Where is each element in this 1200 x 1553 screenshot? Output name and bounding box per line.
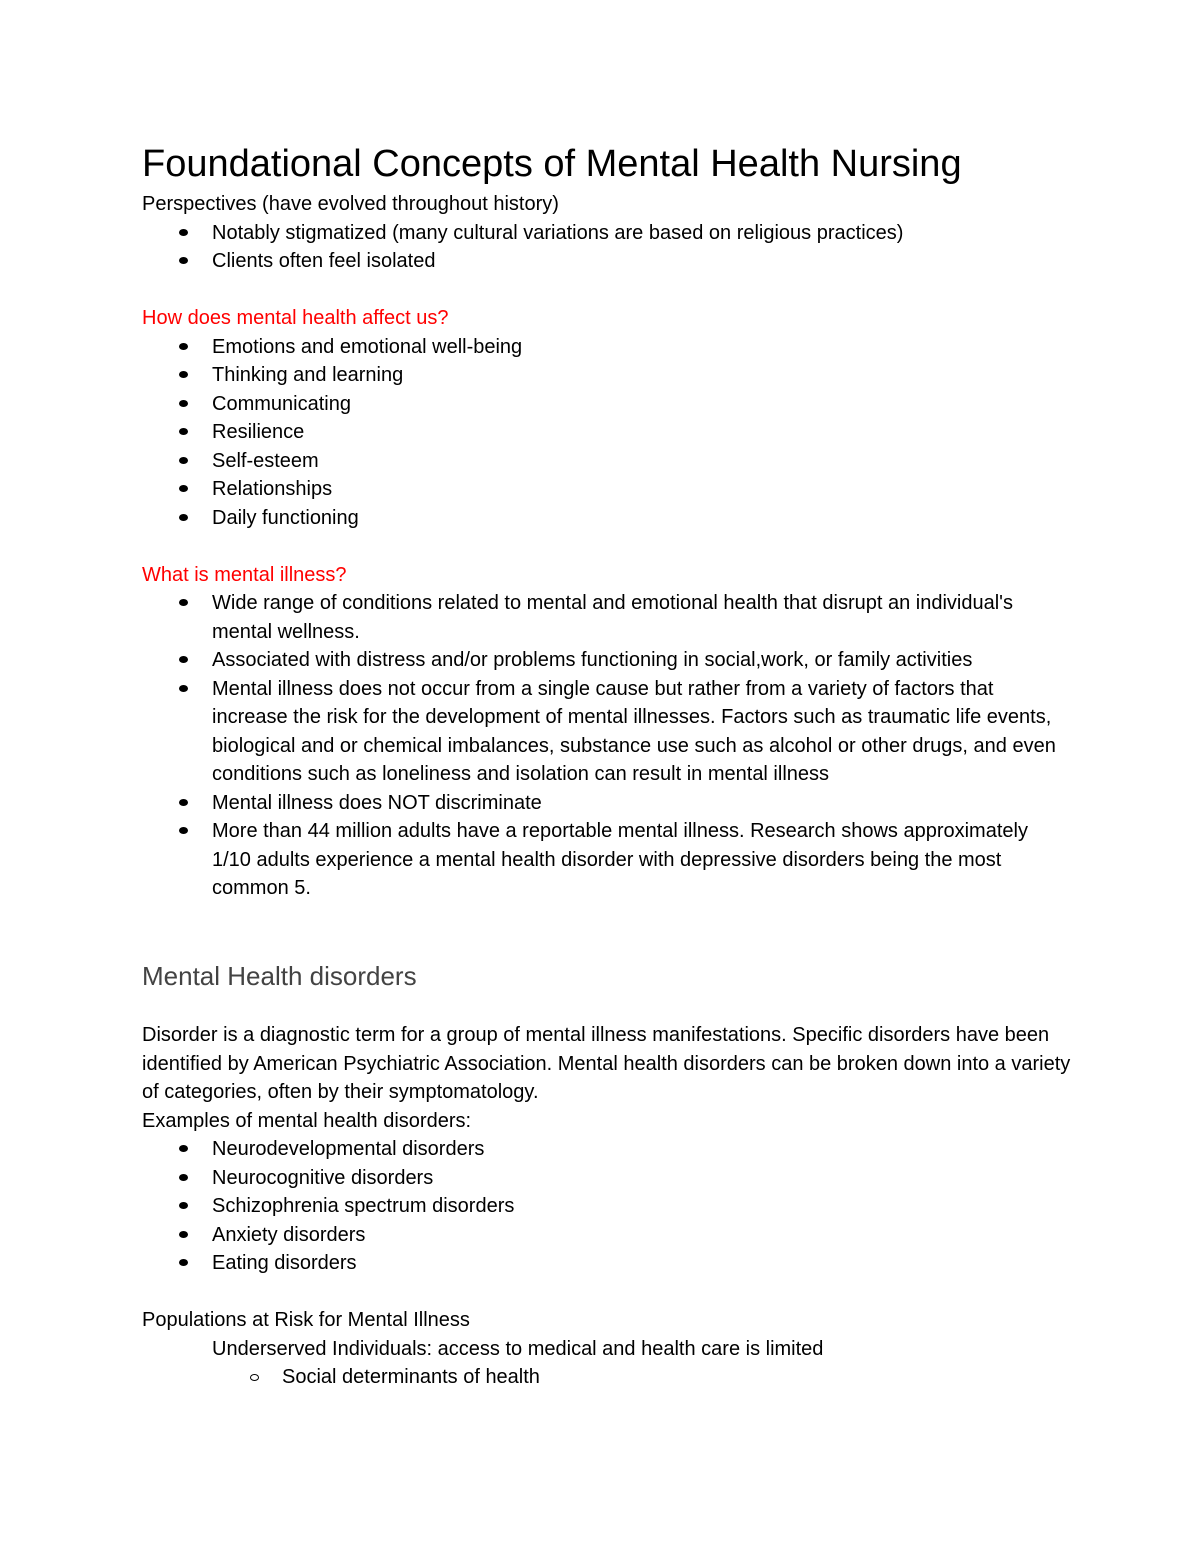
populations-sub-heading: Underserved Individuals: access to medical and health care is limited — [212, 1337, 824, 1360]
document-page — [142, 140, 1072, 1392]
list-item: Clients often feel isolated — [212, 247, 1072, 276]
list-item: Schizophrenia spectrum disorders — [212, 1192, 1072, 1221]
list-item: Wide range of conditions related to mental and emotional health that disrupt an individual's mental wellness. — [212, 589, 1072, 646]
bullet-icon — [179, 371, 188, 378]
bullet-icon — [179, 1145, 188, 1152]
disorders-paragraph: Disorder is a diagnostic term for a group of mental illness manifestations. Specific disorders have been identified by American Psychiatric Association. Mental health disorders can be broken down into a variety of categories, often by their symptomatology. — [142, 1024, 1071, 1103]
bullet-icon — [179, 514, 188, 521]
list-item: Social determinants of health — [282, 1363, 1072, 1392]
disorders-examples-label: Examples of mental health disorders: — [142, 1109, 472, 1132]
list-item: Anxiety disorders — [212, 1221, 1072, 1250]
bullet-icon — [179, 685, 188, 692]
document-title: Foundational Concepts of Mental Health Nursing — [142, 143, 962, 185]
illness-heading: What is mental illness? — [142, 563, 347, 586]
list-item: Thinking and learning — [212, 361, 1072, 390]
bullet-icon — [179, 1174, 188, 1181]
list-item: Emotions and emotional well-being — [212, 333, 1072, 362]
hollow-bullet-icon — [250, 1374, 259, 1381]
bullet-icon — [179, 229, 188, 236]
bullet-icon — [179, 799, 188, 806]
disorders-heading: Mental Health disorders — [142, 960, 417, 991]
list-item: Mental illness does not occur from a single cause but rather from a variety of factors that increase the risk for the development of mental illnesses. Factors such as traumatic life events, biological and or chemical imbalances, substance use such as alcohol or other drugs, and even conditions such as loneliness and isolation can result in mental illness — [212, 675, 1072, 789]
illness-list — [142, 589, 1072, 903]
list-item: Notably stigmatized (many cultural variations are based on religious practices) — [212, 219, 1072, 248]
perspectives-heading: Perspectives (have evolved throughout history) — [142, 193, 559, 215]
list-item: Neurocognitive disorders — [212, 1164, 1072, 1193]
list-item: Associated with distress and/or problems functioning in social,work, or family activities — [212, 646, 1072, 675]
list-item: Resilience — [212, 418, 1072, 447]
bullet-icon — [179, 599, 188, 606]
bullet-icon — [179, 656, 188, 663]
bullet-icon — [179, 457, 188, 464]
bullet-icon — [179, 827, 188, 834]
bullet-icon — [179, 428, 188, 435]
populations-sub-list — [142, 1363, 1072, 1392]
bullet-icon — [179, 1259, 188, 1266]
list-item: Mental illness does NOT discriminate — [212, 789, 1072, 818]
affect-heading: How does mental health affect us? — [142, 307, 449, 329]
list-item: Neurodevelopmental disorders — [212, 1135, 1072, 1164]
bullet-icon — [179, 485, 188, 492]
affect-list — [142, 333, 1072, 533]
list-item: More than 44 million adults have a reportable mental illness. Research shows approximately 1/10 adults experience a mental health disorder with depressive disorders being the most common 5. — [212, 817, 1072, 903]
list-item: Daily functioning — [212, 504, 1072, 533]
bullet-icon — [179, 257, 188, 264]
list-item: Relationships — [212, 475, 1072, 504]
disorders-list — [142, 1135, 1072, 1278]
list-item: Communicating — [212, 390, 1072, 419]
list-item: Eating disorders — [212, 1249, 1072, 1278]
perspectives-list — [142, 219, 1072, 276]
bullet-icon — [179, 400, 188, 407]
bullet-icon — [179, 343, 188, 350]
bullet-icon — [179, 1231, 188, 1238]
populations-heading: Populations at Risk for Mental Illness — [142, 1309, 470, 1331]
bullet-icon — [179, 1202, 188, 1209]
list-item: Self-esteem — [212, 447, 1072, 476]
